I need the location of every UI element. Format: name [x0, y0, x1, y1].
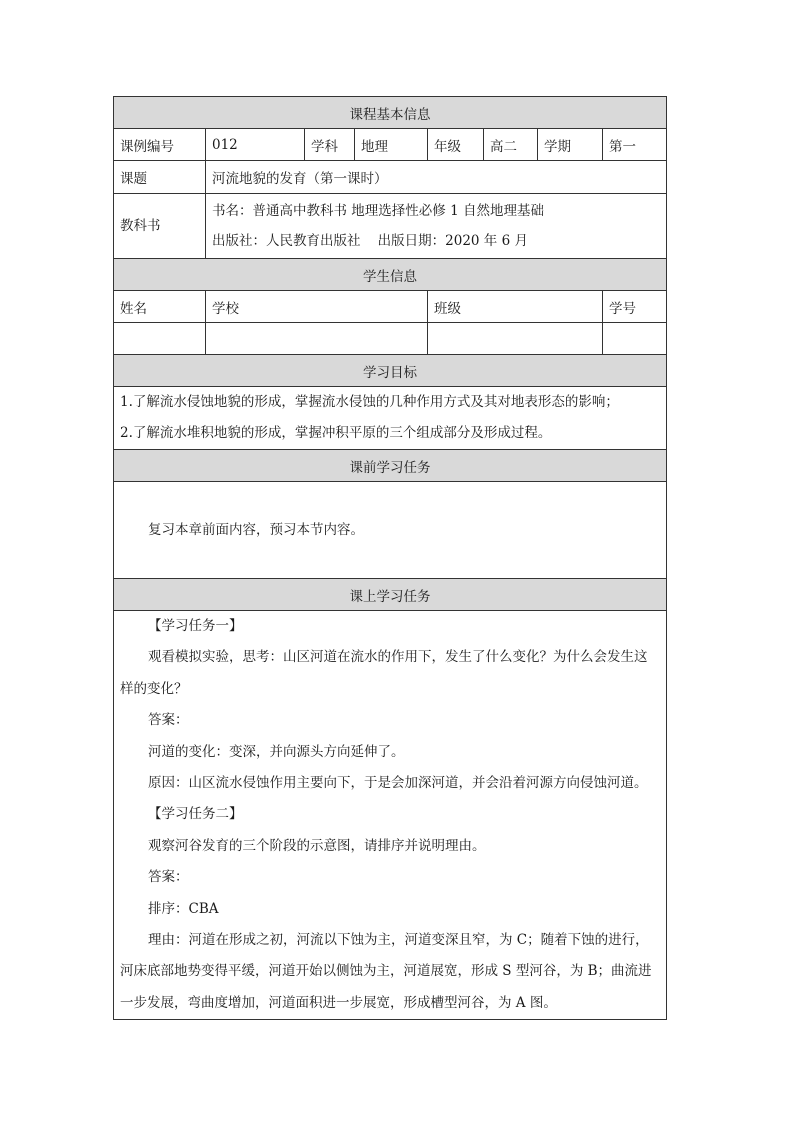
pre-class-text: 复习本章前面内容，预习本节内容。 — [148, 522, 364, 538]
value-subject: 地理 — [355, 129, 428, 161]
label-class: 班级 — [428, 291, 603, 323]
task-one-question-cont: 样的变化？ — [120, 680, 188, 697]
task-one-answer-change: 河道的变化：变深，并向源头方向延伸了。 — [148, 743, 405, 760]
textbook-publisher-line: 出版社：人民教育出版社 出版日期：2020 年 6 月 — [212, 233, 528, 249]
task-one-heading: 【学习任务一】 — [148, 618, 243, 634]
section-header-goals: 学习目标 — [114, 355, 667, 387]
label-grade: 年级 — [428, 129, 484, 161]
label-student-no: 学号 — [603, 291, 667, 323]
value-topic: 河流地貌的发育（第一课时） — [206, 161, 667, 194]
textbook-title-line: 书名：普通高中教科书 地理选择性必修 1 自然地理基础 — [212, 203, 544, 219]
goal-item: 2.了解流水堆积地貌的形成，掌握冲积平原的三个组成部分及形成过程。 — [120, 425, 552, 441]
task-two-reason: 理由：河道在形成之初，河流以下蚀为主，河道变深且窄，为 C；随着下蚀的进行， — [148, 931, 649, 948]
lesson-plan-table — [113, 96, 667, 1020]
goal-item: 1.了解流水侵蚀地貌的形成，掌握流水侵蚀的几种作用方式及其对地表形态的影响； — [120, 394, 619, 410]
label-name: 姓名 — [114, 291, 206, 323]
label-course-no: 课例编号 — [114, 129, 206, 161]
label-term: 学期 — [538, 129, 603, 161]
task-two-answer-label: 答案： — [148, 869, 189, 886]
pre-class-content — [114, 482, 667, 579]
input-school[interactable] — [206, 323, 428, 355]
input-student-no[interactable] — [603, 323, 667, 355]
input-class[interactable] — [428, 323, 603, 355]
label-school: 学校 — [206, 291, 428, 323]
task-two-heading: 【学习任务二】 — [148, 806, 243, 823]
value-course-no: 012 — [206, 129, 305, 161]
section-header-pre-class: 课前学习任务 — [114, 450, 667, 482]
label-textbook-text: 教科书 — [120, 218, 161, 234]
task-one-question: 观看模拟实验，思考：山区河道在流水的作用下，发生了什么变化？为什么会发生这 — [148, 649, 648, 666]
task-two-question: 观察河谷发育的三个阶段的示意图，请排序并说明理由。 — [148, 837, 486, 854]
section-header-in-class: 课上学习任务 — [114, 579, 667, 611]
label-textbook — [114, 194, 206, 259]
value-grade: 高二 — [484, 129, 538, 161]
goals-list — [114, 387, 667, 450]
section-header-basic-info: 课程基本信息 — [114, 97, 667, 129]
input-name[interactable] — [114, 323, 206, 355]
label-topic: 课题 — [114, 161, 206, 194]
value-textbook — [206, 194, 667, 259]
section-header-student-info: 学生信息 — [114, 259, 667, 291]
task-one-answer-label: 答案： — [148, 712, 189, 729]
task-one-answer-reason: 原因：山区流水侵蚀作用主要向下，于是会加深河道，并会沿着河源方向侵蚀河道。 — [148, 774, 648, 791]
value-term: 第一 — [603, 129, 667, 161]
label-subject: 学科 — [305, 129, 355, 161]
task-two-reason-cont: 河床底部地势变得平缓，河道开始以侧蚀为主，河道展宽，形成 S 型河谷，为 B；曲流进 — [120, 963, 652, 980]
task-two-order: 排序：CBA — [148, 900, 219, 917]
in-class-content — [114, 611, 667, 1020]
task-two-reason-cont: 一步发展，弯曲度增加，河道面积进一步展宽，形成槽型河谷，为 A 图。 — [120, 994, 557, 1011]
